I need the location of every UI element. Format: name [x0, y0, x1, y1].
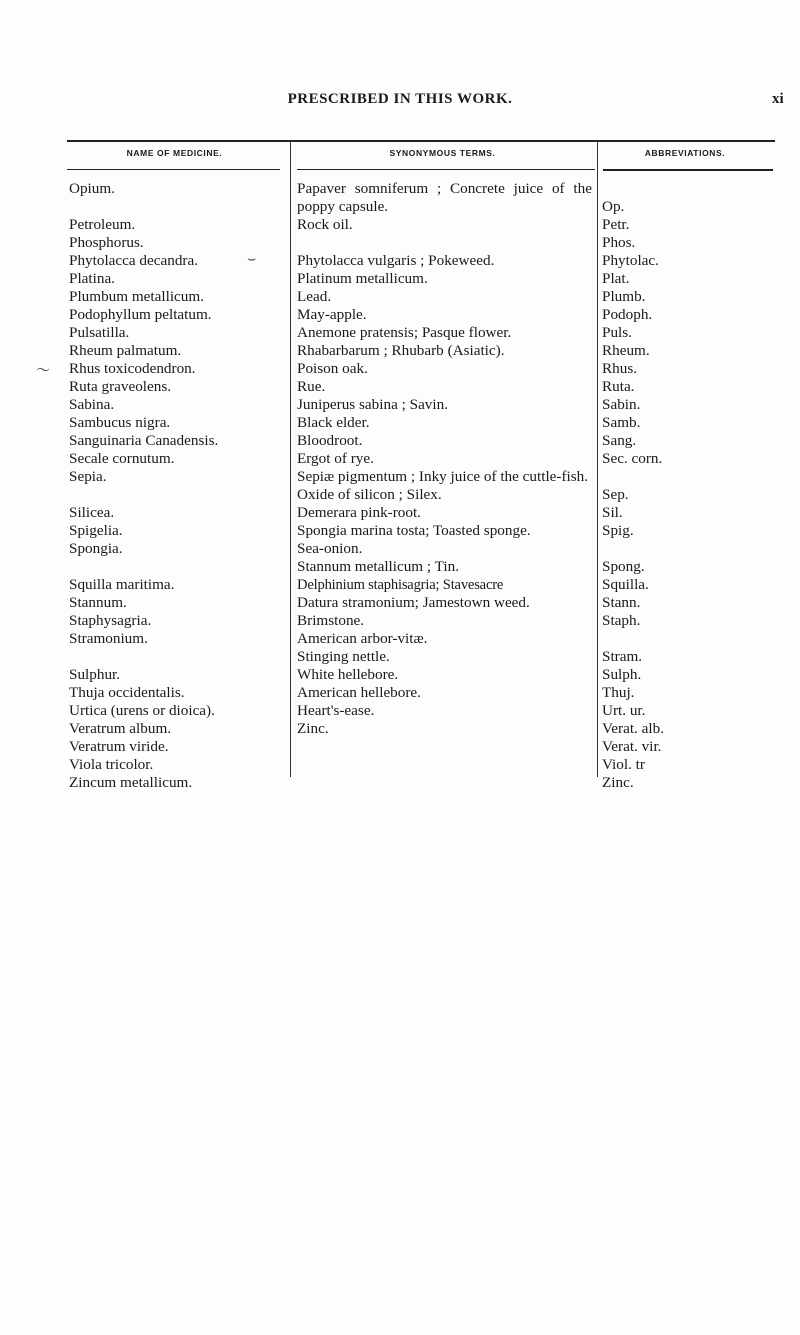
abbreviation: Ruta. — [602, 378, 635, 395]
medicine-name: Viola tricolor. — [69, 756, 154, 773]
medicine-name: Secale cornutum. — [69, 450, 175, 467]
names-column — [69, 180, 284, 792]
synonyms-column — [297, 180, 592, 738]
medicine-name: Spigelia. — [69, 522, 123, 539]
abbreviation — [602, 180, 777, 198]
synonym-text: Delphinium staphisagria; Stavesacre — [297, 577, 504, 593]
synonym-text: Heart's-ease. — [297, 702, 375, 719]
medicine-name: Rhus toxicodendron. — [69, 360, 196, 377]
column-header-abbreviations: ABBREVIATIONS. — [644, 148, 726, 158]
medicine-name: Pulsatilla. — [69, 324, 130, 341]
abbreviation: Sabin. — [602, 396, 641, 413]
synonym-text: Datura stramonium; Jamestown weed. — [297, 594, 530, 611]
medicine-name: Sambucus nigra. — [69, 414, 171, 431]
abbreviation: Sil. — [602, 504, 623, 521]
abbreviation: Stram. — [602, 648, 643, 665]
synonym-text: Bloodroot. — [297, 432, 363, 449]
synonym-text: Demerara pink-root. — [297, 504, 421, 521]
medicine-name: Plumbum metallicum. — [69, 288, 204, 305]
medicine-name: Petroleum. — [69, 216, 136, 233]
synonym-text: May-apple. — [297, 306, 367, 323]
page-number: xi — [772, 91, 784, 107]
synonym-text: Platinum metallicum. — [297, 270, 428, 287]
synonym-text: Juniperus sabina ; Savin. — [297, 396, 449, 413]
medicine-name: Urtica (urens or dioica). — [69, 702, 215, 719]
medicine-name: Stannum. — [69, 594, 127, 611]
abbreviation: Thuj. — [602, 684, 635, 701]
top-rule — [67, 140, 775, 142]
abbreviation: Spong. — [602, 558, 645, 575]
running-title: PRESCRIBED IN THIS WORK. — [287, 91, 513, 107]
abbreviation — [602, 630, 777, 648]
medicine-name — [69, 198, 284, 216]
medicine-name: Rheum palmatum. — [69, 342, 182, 359]
synonym-text: Black elder. — [297, 414, 370, 431]
header-rule-middle — [297, 169, 595, 170]
column-header-synonyms: SYNONYMOUS TERMS. — [389, 148, 496, 158]
abbreviation: Verat. alb. — [602, 720, 664, 737]
abbreviation: Plat. — [602, 270, 630, 287]
synonym-text: Ergot of rye. — [297, 450, 374, 467]
medicine-name: Ruta graveolens. — [69, 378, 172, 395]
synonym-text: White hellebore. — [297, 666, 399, 683]
synonym-text: Brimstone. — [297, 612, 365, 629]
medicine-name: Platina. — [69, 270, 115, 287]
medicine-name: Phytolacca decandra. — [69, 252, 199, 269]
abbreviation: Petr. — [602, 216, 630, 233]
abbreviation: Podoph. — [602, 306, 653, 323]
header-rule-right — [603, 169, 773, 171]
abbreviation: Phytolac. — [602, 252, 659, 269]
synonym-text: Sepiæ pigmentum ; Inky juice of the cuttle-fish. — [297, 468, 589, 485]
abbreviation: Rheum. — [602, 342, 650, 359]
abbreviation: Verat. vir. — [602, 738, 662, 755]
medicine-name: Veratrum album. — [69, 720, 172, 737]
medicine-name: Podophyllum peltatum. — [69, 306, 212, 323]
abbreviation: Samb. — [602, 414, 641, 431]
medicine-name: Spongia. — [69, 540, 123, 557]
abbreviation: Op. — [602, 198, 625, 215]
synonym-text — [297, 234, 592, 252]
abbreviation: Staph. — [602, 612, 641, 629]
medicine-name: Thuja occidentalis. — [69, 684, 185, 701]
medicine-name: Stramonium. — [69, 630, 148, 647]
medicine-name: Silicea. — [69, 504, 115, 521]
medicine-name: Staphysagria. — [69, 612, 152, 629]
synonym-text: Lead. — [297, 288, 332, 305]
medicine-name: Sanguinaria Canadensis. — [69, 432, 219, 449]
synonym-text: Rhabarbarum ; Rhubarb (Asiatic). — [297, 342, 505, 359]
medicine-name: Opium. — [69, 180, 115, 197]
abbreviation: Puls. — [602, 324, 632, 341]
column-divider-2 — [597, 141, 598, 777]
abbreviation: Urt. ur. — [602, 702, 646, 719]
abbreviation: Phos. — [602, 234, 636, 251]
medicine-name: Sepia. — [69, 468, 107, 485]
medicine-name — [69, 648, 284, 666]
medicine-name: Zincum metallicum. — [69, 774, 193, 791]
abbreviation: Sang. — [602, 432, 637, 449]
synonym-text: Oxide of silicon ; Silex. — [297, 486, 442, 503]
synonym-text: Spongia marina tosta; Toasted sponge. — [297, 522, 531, 539]
synonym-text: Rock oil. — [297, 216, 353, 233]
abbreviation — [602, 468, 777, 486]
medicine-name: Sulphur. — [69, 666, 121, 683]
synonym-text: Poison oak. — [297, 360, 368, 377]
column-divider-1 — [290, 141, 291, 777]
abbreviation: Rhus. — [602, 360, 638, 377]
abbreviation: Spig. — [602, 522, 634, 539]
abbreviation: Stann. — [602, 594, 641, 611]
medicine-name — [69, 558, 284, 576]
synonym-text: Zinc. — [297, 720, 329, 737]
synonym-text: Phytolacca vulgaris ; Pokeweed. — [297, 252, 495, 269]
synonym-text: Anemone pratensis; Pasque flower. — [297, 324, 512, 341]
synonym-text: Stinging nettle. — [297, 648, 390, 665]
abbreviation: Squilla. — [602, 576, 649, 593]
abbreviation — [602, 540, 777, 558]
medicine-name: Phosphorus. — [69, 234, 144, 251]
synonym-text: Papaver somniferum ; Concrete juice of the poppy capsule. — [297, 180, 592, 215]
header-rule-left — [67, 169, 280, 170]
medicine-name: Squilla maritima. — [69, 576, 175, 593]
column-header-name: NAME OF MEDICINE. — [126, 148, 223, 158]
abbreviation: Sep. — [602, 486, 629, 503]
synonym-text: American arbor-vitæ. — [297, 630, 428, 647]
medicine-name: Sabina. — [69, 396, 115, 413]
margin-mark-tick: ⌣ — [247, 252, 257, 267]
margin-mark-dash: 〜 — [36, 364, 50, 379]
medicine-name — [69, 486, 284, 504]
abbreviation: Viol. tr — [602, 756, 645, 773]
synonym-text: Stannum metallicum ; Tin. — [297, 558, 460, 575]
synonym-text: American hellebore. — [297, 684, 421, 701]
abbreviations-column — [602, 180, 777, 792]
abbreviation: Zinc. — [602, 774, 634, 791]
abbreviation: Plumb. — [602, 288, 646, 305]
synonym-text: Rue. — [297, 378, 326, 395]
abbreviation: Sulph. — [602, 666, 642, 683]
abbreviation: Sec. corn. — [602, 450, 663, 467]
medicine-name: Veratrum viride. — [69, 738, 169, 755]
synonym-text: Sea-onion. — [297, 540, 363, 557]
